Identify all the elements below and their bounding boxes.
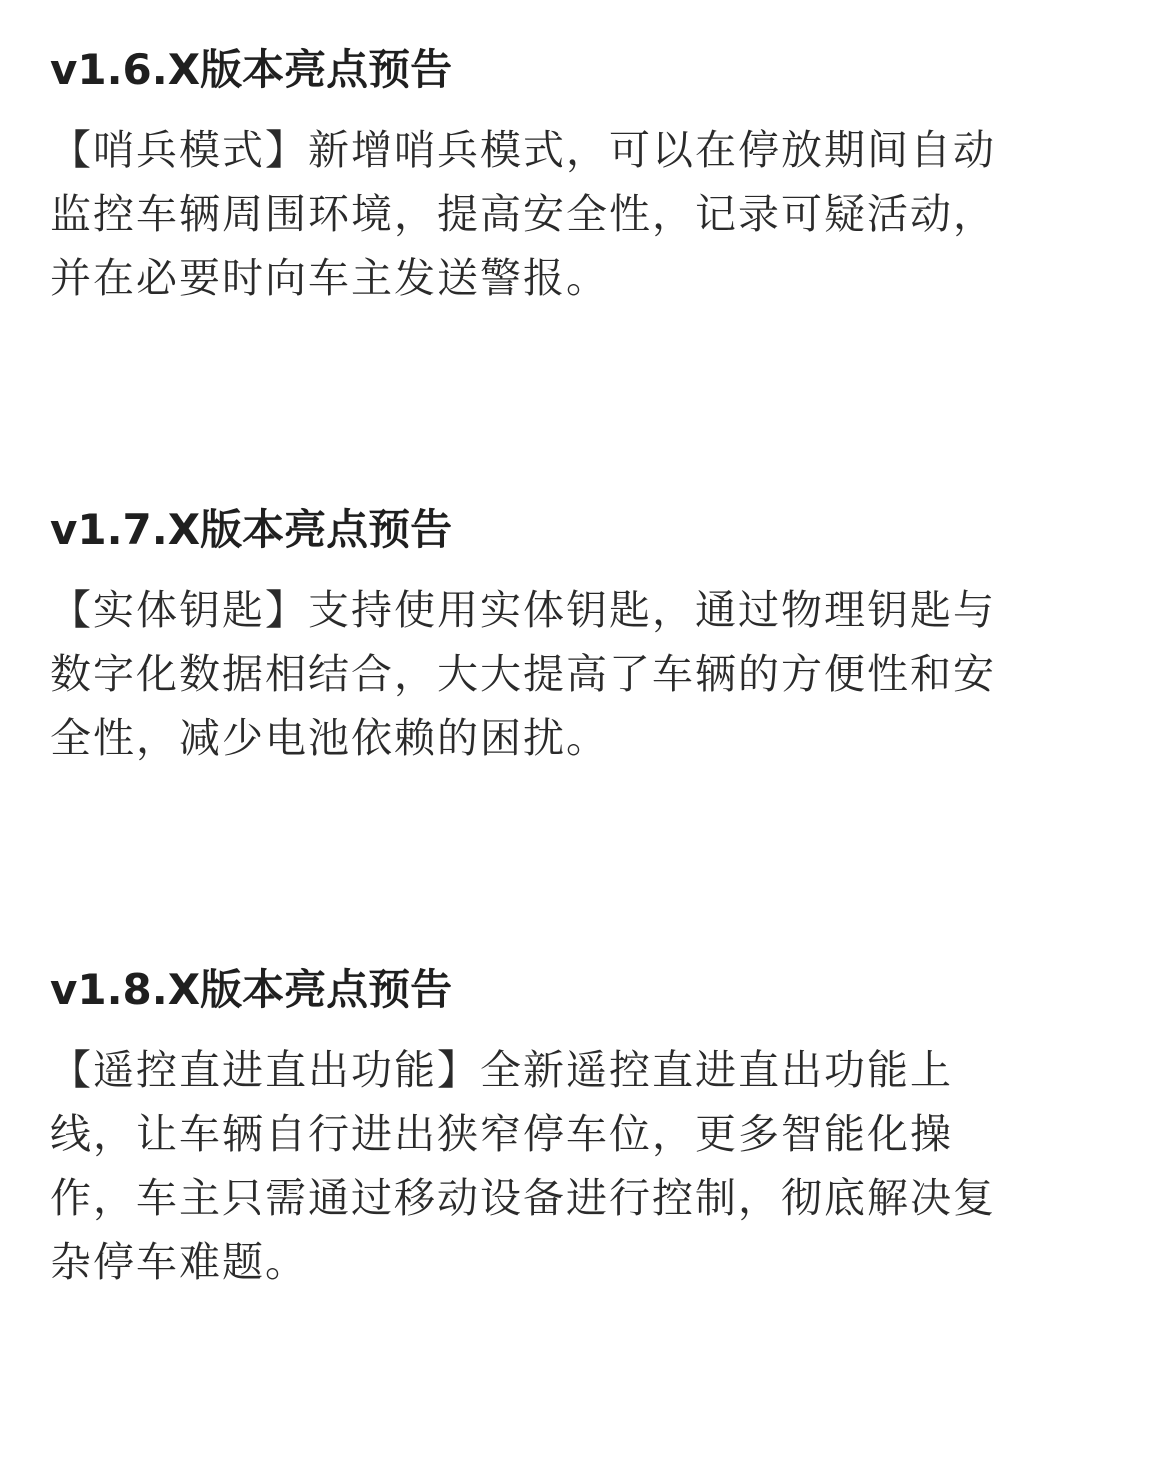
body-line: 杂停车难题。	[50, 1238, 308, 1286]
body-line: 数字化数据相结合，大大提高了车辆的方便性和安	[50, 650, 996, 698]
body-line: 并在必要时向车主发送警报。	[50, 254, 609, 302]
body-line: 全性，减少电池依赖的困扰。	[50, 714, 609, 762]
body-line: 【哨兵模式】新增哨兵模式，可以在停放期间自动	[50, 126, 996, 174]
body-line: 作，车主只需通过移动设备进行控制，彻底解决复	[50, 1174, 996, 1222]
body-line: 【实体钥匙】支持使用实体钥匙，通过物理钥匙与	[50, 586, 996, 634]
section-heading: v1.8.X版本亮点预告	[50, 965, 453, 1014]
release-section-v1-8	[50, 960, 1110, 1308]
body-line: 【遥控直进直出功能】全新遥控直进直出功能上	[50, 1046, 953, 1094]
body-line: 监控车辆周围环境，提高安全性，记录可疑活动，	[50, 190, 996, 238]
section-heading: v1.7.X版本亮点预告	[50, 505, 453, 554]
body-line: 线，让车辆自行进出狭窄停车位，更多智能化操	[50, 1110, 953, 1158]
release-section-v1-6	[50, 40, 1110, 324]
section-body	[50, 564, 1110, 784]
section-heading: v1.6.X版本亮点预告	[50, 45, 453, 94]
release-section-v1-7	[50, 500, 1110, 784]
section-body	[50, 104, 1110, 324]
section-body	[50, 1024, 1110, 1308]
